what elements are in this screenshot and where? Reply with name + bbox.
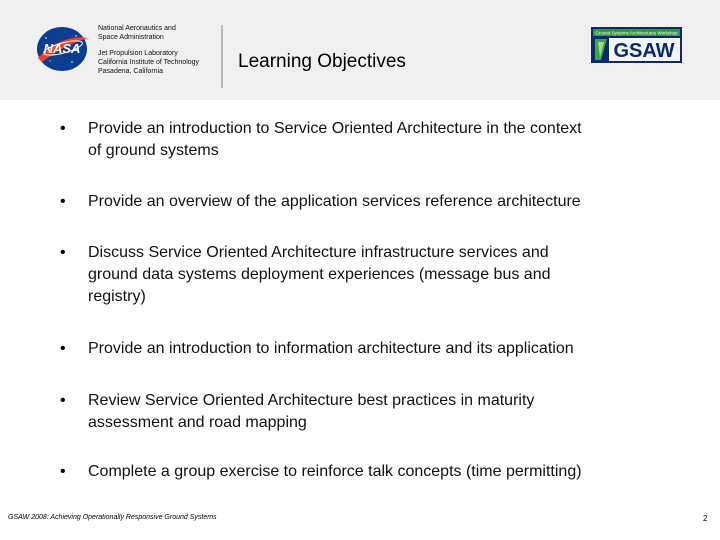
list-item-line: Review Service Oriented Architecture best practices in maturity	[88, 392, 535, 409]
footer-conference: GSAW 2008: Achieving Operationally Responsive Ground Systems	[8, 514, 217, 521]
nasa-logo-icon	[32, 24, 92, 74]
agency-name-line2: Space Administration	[98, 34, 164, 41]
list-item-line: Complete a group exercise to reinforce talk concepts (time permitting)	[88, 463, 582, 480]
page-number: 2	[703, 514, 708, 523]
lab-name-line3: Pasadena, California	[98, 68, 163, 75]
header-divider	[221, 25, 223, 88]
list-item-line: Provide an overview of the application services reference architecture	[88, 193, 581, 210]
gsaw-logo-text: GSAW	[613, 40, 675, 62]
slide-title: Learning Objectives	[238, 51, 406, 72]
bullet-marker: •	[60, 392, 66, 409]
list-item-line: Provide an introduction to Service Oriented Architecture in the context	[88, 120, 582, 137]
gsaw-logo-icon	[591, 27, 682, 63]
bullet-marker: •	[60, 340, 66, 357]
agency-name-line1: National Aeronautics and	[98, 25, 176, 32]
list-item-line: assessment and road mapping	[88, 414, 307, 431]
lab-name-line1: Jet Propulsion Laboratory	[98, 50, 178, 57]
list-item-line: of ground systems	[88, 142, 219, 159]
lab-name-line2: California Institute of Technology	[98, 59, 200, 66]
list-item-line: registry)	[88, 288, 146, 305]
slide-header	[0, 0, 720, 100]
list-item-line: ground data systems deployment experiences (message bus and	[88, 266, 551, 283]
gsaw-logo-tagline: Ground Systems Architectures Workshop	[595, 30, 678, 36]
bullet-marker: •	[60, 244, 66, 261]
list-item-line: Discuss Service Oriented Architecture infrastructure services and	[88, 244, 549, 261]
bullet-marker: •	[60, 463, 66, 480]
list-item-line: Provide an introduction to information architecture and its application	[88, 340, 574, 357]
nasa-logo-text: NASA	[43, 41, 81, 56]
organization-info	[98, 24, 199, 76]
bullet-marker: •	[60, 120, 66, 137]
bullet-marker: •	[60, 193, 66, 210]
